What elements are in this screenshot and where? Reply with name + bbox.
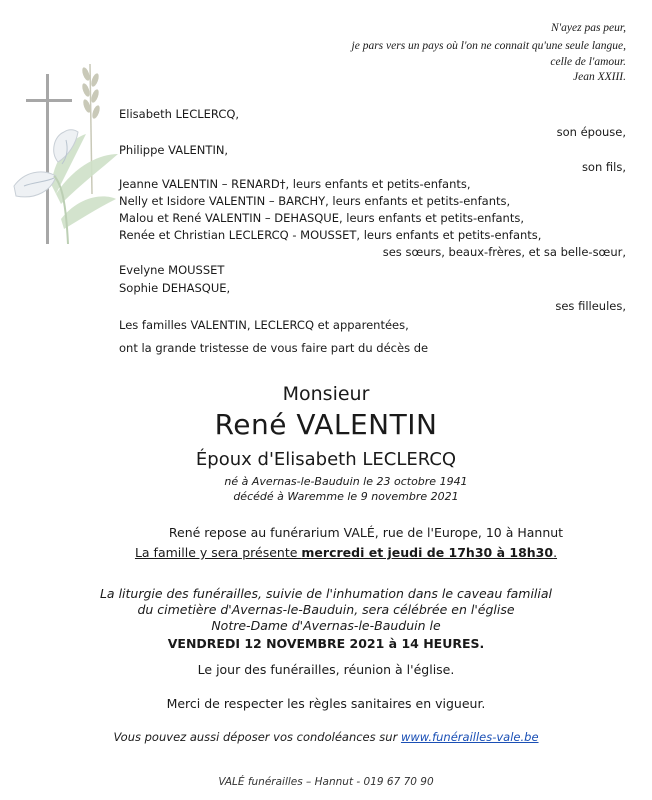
son-name: Philippe VALENTIN,: [119, 143, 229, 157]
deceased-spouse-line: Époux d'Elisabeth LECLERCQ: [195, 449, 457, 470]
quote-author: Jean XXIII.: [573, 71, 626, 83]
goddaughter-1: Evelyne MOUSSET: [119, 263, 225, 277]
rest-line: René repose au funérarium VALÉ, rue de l'Europe, 10 à Hannut: [168, 525, 564, 540]
presence-suffix: .: [553, 545, 558, 560]
condolences-line: [0, 730, 652, 744]
deceased-name: René VALENTIN: [214, 408, 438, 441]
sanitary-line: Merci de respecter les règles sanitaires en vigueur.: [166, 696, 486, 711]
quote-line-1: N'ayez pas peur,: [551, 22, 626, 34]
liturgy-line-3: Notre-Dame d'Avernas-le-Bauduin le: [211, 618, 441, 633]
liturgy-date-time: VENDREDI 12 NOVEMBRE 2021 à 14 HEURES.: [167, 636, 485, 651]
condolences-text: Vous pouvez aussi déposer vos condoléances sur: [113, 730, 401, 744]
liturgy-line-2: du cimetière d'Avernas-le-Bauduin, sera célébrée en l'église: [137, 602, 515, 617]
spouse-role: son épouse,: [556, 125, 626, 139]
quote-line-2: je pars vers un pays où l'on ne connait qu'une seule langue,: [351, 40, 626, 52]
deceased-title: Monsieur: [282, 383, 370, 405]
meeting-line: Le jour des funérailles, réunion à l'église.: [197, 662, 455, 677]
goddaughters-role: ses filleules,: [555, 299, 626, 313]
sibling-line-1: Jeanne VALENTIN – RENARD†, leurs enfants et petits-enfants,: [119, 177, 471, 191]
son-role: son fils,: [581, 160, 626, 174]
footer-line: VALÉ funérailles – Hannut - 019 67 70 90: [218, 776, 434, 788]
birth-line: né à Avernas-le-Bauduin le 23 octobre 1941: [224, 475, 468, 488]
goddaughter-2: Sophie DEHASQUE,: [119, 281, 231, 295]
liturgy-line-1: La liturgie des funérailles, suivie de l'inhumation dans le caveau familial: [99, 586, 553, 601]
condolences-link[interactable]: www.funérailles-vale.be: [400, 730, 539, 744]
presence-line: [0, 545, 652, 560]
presence-prefix: La famille y sera présente: [134, 545, 302, 560]
lily-cross-illustration: [6, 44, 122, 254]
siblings-role: ses sœurs, beaux-frères, et sa belle-sœur,: [382, 245, 626, 259]
spouse-name: Elisabeth LECLERCQ,: [119, 107, 240, 121]
families-line: Les familles VALENTIN, LECLERCQ et apparentées,: [119, 318, 409, 332]
death-line: décédé à Waremme le 9 novembre 2021: [233, 490, 459, 503]
sibling-line-3: Malou et René VALENTIN – DEHASQUE, leurs enfants et petits-enfants,: [119, 211, 524, 225]
quote-line-3: celle de l'amour.: [550, 56, 626, 68]
sibling-line-4: Renée et Christian LECLERCQ - MOUSSET, leurs enfants et petits-enfants,: [119, 228, 542, 242]
presence-times: mercredi et jeudi de 17h30 à 18h30: [301, 545, 554, 560]
sibling-line-2: Nelly et Isidore VALENTIN – BARCHY, leurs enfants et petits-enfants,: [119, 194, 511, 208]
announcement-line: ont la grande tristesse de vous faire part du décès de: [119, 341, 429, 355]
